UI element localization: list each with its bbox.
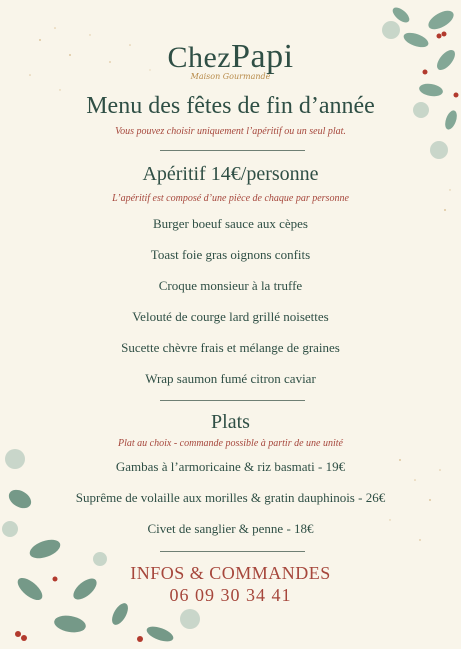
contact-title: INFOS & COMMANDES bbox=[130, 563, 331, 583]
plats-note: Plat au choix - commande possible à partir de une unité bbox=[118, 438, 343, 449]
plats-heading: Plats bbox=[211, 411, 250, 433]
aperitif-heading: Apéritif 14€/personne bbox=[142, 163, 319, 185]
brand-name-part1: Chez bbox=[167, 41, 232, 74]
page-title: Menu des fêtes de fin d’année bbox=[86, 93, 375, 119]
list-item: Croque monsieur à la truffe bbox=[158, 278, 303, 293]
brand-logo bbox=[0, 38, 461, 81]
divider bbox=[160, 150, 305, 151]
brand-name-part2: Papi bbox=[231, 38, 294, 75]
aperitif-note: L’apéritif est composé d’une pièce de chaque par personne bbox=[112, 193, 349, 204]
divider bbox=[160, 551, 305, 552]
list-item: Civet de sanglier & penne - 18€ bbox=[147, 521, 314, 536]
contact-phone[interactable]: 06 09 30 34 41 bbox=[169, 585, 292, 605]
list-item: Burger boeuf sauce aux cèpes bbox=[153, 216, 308, 231]
divider bbox=[160, 400, 305, 401]
list-item: Wrap saumon fumé citron caviar bbox=[145, 371, 316, 386]
list-item: Toast foie gras oignons confits bbox=[150, 247, 311, 262]
page-subtitle: Vous pouvez choisir uniquement l’apéritif ou un seul plat. bbox=[115, 126, 346, 137]
list-item: Velouté de courge lard grillé noisettes bbox=[132, 309, 329, 324]
list-item: Sucette chèvre frais et mélange de graines bbox=[121, 340, 340, 355]
list-item: Suprême de volaille aux morilles & gratin dauphinois - 26€ bbox=[75, 490, 386, 505]
brand-tagline: Maison Gourmande bbox=[190, 72, 271, 81]
list-item: Gambas à l’armoricaine & riz basmati - 19€ bbox=[115, 459, 346, 474]
